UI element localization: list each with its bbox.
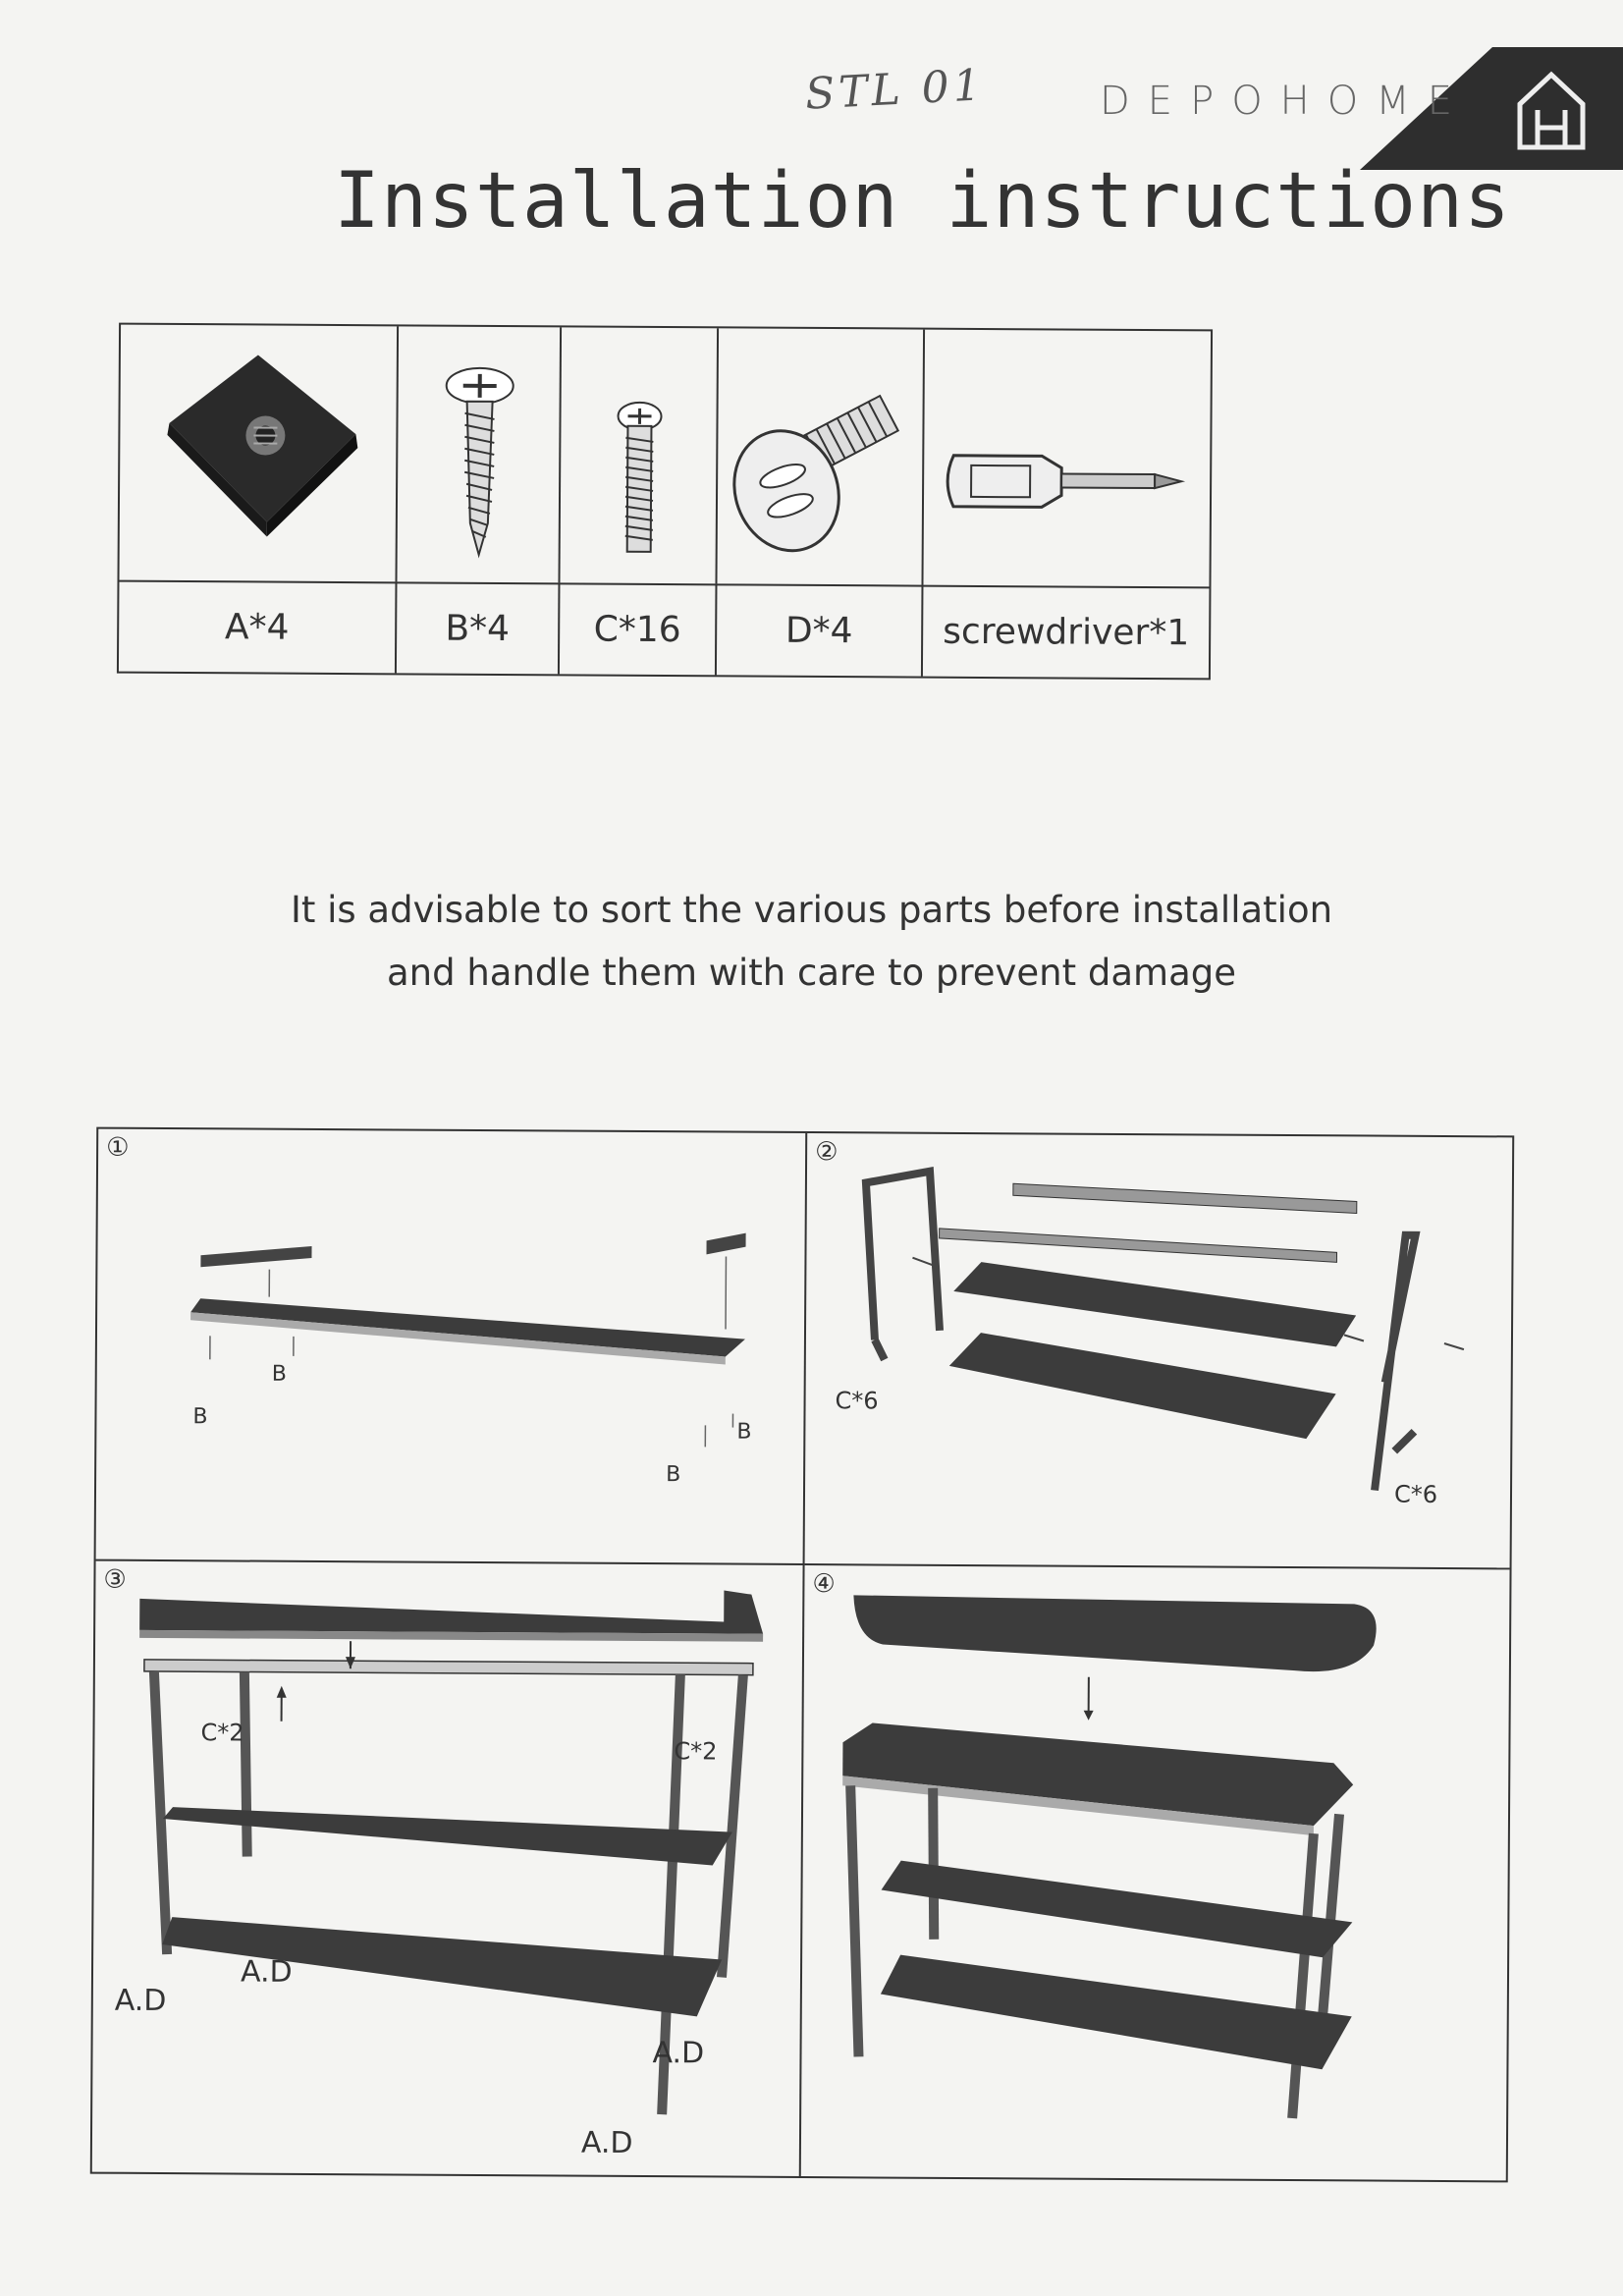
part-cell-screwdriver [923,330,1211,587]
step-3-panel [92,1561,805,2176]
step-3-label-ad: A.D [652,2036,705,2071]
step-3-label-ad: A.D [114,1983,167,2019]
part-label-a: A*4 [119,580,398,674]
machine-screw-icon [560,327,719,583]
step-2-number: ② [815,1137,839,1168]
part-cell-b [397,326,562,582]
part-label-d: D*4 [717,583,924,676]
step-3-diagram [92,1561,805,2176]
step-1-label-b: B [192,1404,208,1430]
leveling-foot-icon [717,328,925,584]
advice-text [0,879,1623,1005]
step-1-label-b: B [736,1419,752,1445]
advice-line-2: and handle them with care to prevent damage [386,952,1237,994]
handwritten-model-code: STL 01 [803,60,986,120]
part-cell-a [120,325,400,582]
step-3-label-ad: A.D [580,2125,633,2160]
assembly-steps-grid [90,1127,1514,2183]
step-3-number: ③ [103,1564,127,1595]
brand-name: DEPOHOME [1100,79,1471,124]
part-cell-c [560,327,719,583]
part-label-b: B*4 [397,581,561,674]
screwdriver-icon [923,330,1211,587]
step-1-label-b: B [666,1462,681,1488]
parts-table [117,323,1213,681]
step-1-label-b: B [271,1361,287,1387]
house-h-logo-icon [1512,67,1591,155]
step-4-diagram [801,1565,1510,2180]
step-1-number: ① [106,1132,130,1163]
step-1-diagram [96,1129,808,1565]
step-1-panel [96,1129,808,1565]
step-3-label-ad: A.D [240,1954,293,1990]
step-4-panel [801,1565,1510,2180]
part-cell-d [717,328,925,584]
step-2-label-c-left: C*6 [835,1387,879,1415]
part-label-screwdriver: screwdriver*1 [923,585,1210,679]
step-3-label-c-left: C*2 [200,1719,244,1747]
advice-line-1: It is advisable to sort the various parts before installation [290,889,1333,931]
wood-screw-icon [397,326,562,582]
step-4-number: ④ [812,1569,836,1600]
brand-banner [1021,47,1623,170]
part-label-c: C*16 [560,582,718,675]
page-title: Installation instructions [334,157,1511,246]
step-3-label-c-right: C*2 [674,1737,718,1766]
square-foot-pad-icon [120,325,400,582]
step-2-label-c-right: C*6 [1393,1480,1438,1508]
step-2-panel [805,1133,1513,1569]
